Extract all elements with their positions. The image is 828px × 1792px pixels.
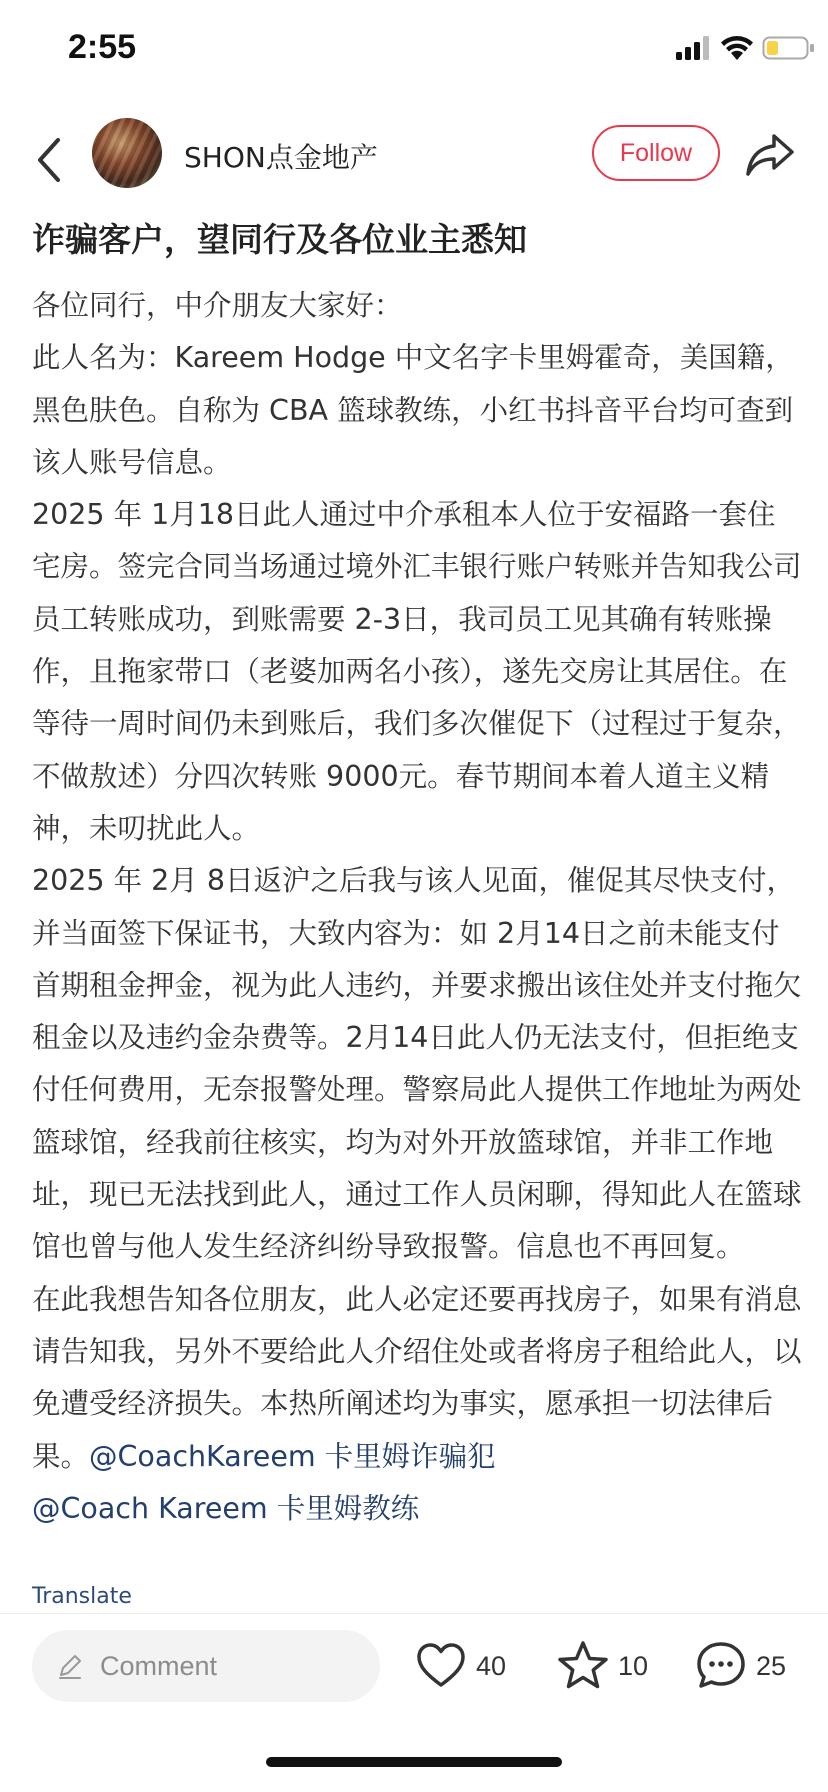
post-header <box>0 110 828 210</box>
signal-icon <box>674 34 714 62</box>
post-title: 诈骗客户，望同行及各位业主悉知 <box>32 220 527 259</box>
follow-button[interactable]: Follow <box>592 125 720 181</box>
share-icon <box>744 128 796 180</box>
bottom-action-bar <box>0 1630 828 1730</box>
mention-link[interactable]: @CoachKareem 卡里姆诈骗犯 <box>89 1439 496 1473</box>
translate-link[interactable]: Translate <box>32 1584 132 1609</box>
author-name[interactable]: SHON点金地产 <box>184 141 378 174</box>
post-body <box>32 280 804 1535</box>
home-indicator[interactable] <box>266 1757 562 1767</box>
author-avatar[interactable] <box>92 118 162 188</box>
star-icon <box>556 1639 610 1693</box>
post-paragraph: 各位同行，中介朋友大家好： <box>32 289 403 322</box>
like-button[interactable] <box>414 1636 506 1696</box>
back-button[interactable] <box>30 130 70 190</box>
heart-icon <box>414 1639 468 1693</box>
comment-input[interactable] <box>32 1630 380 1702</box>
chat-bubble-icon <box>694 1639 748 1693</box>
favorite-button[interactable] <box>556 1636 648 1696</box>
battery-icon <box>762 34 816 62</box>
like-count: 40 <box>476 1650 507 1681</box>
pen-icon <box>56 1652 84 1680</box>
comment-count: 25 <box>756 1650 787 1681</box>
back-arrow-icon <box>30 130 70 190</box>
status-time: 2:55 <box>68 28 137 66</box>
favorite-count: 10 <box>618 1650 649 1681</box>
comments-button[interactable] <box>694 1636 786 1696</box>
post-paragraph: 2025 年 2月 8日返沪之后我与该人见面，催促其尽快支付，并当面签下保证书，大致内容为：如 2月14日之前未能支付首期租金押金，视为此人违约，并要求搬出该住处并支付拖欠租金以及违约金杂费等。2月14日此人仍无法支付，但拒绝支付任何费用，无奈报警处理。警察局此人提供工作地址为两处篮球馆，经我前往核实，均为对外开放篮球馆，并非工作地址，现已无法找到此人，通过工作人员闲聊，得知此人在篮球馆也曾与他人发生经济纠纷导致报警。信息也不再回复。 <box>32 864 802 1264</box>
post-paragraph-closing <box>32 1274 804 1535</box>
comment-placeholder: Comment <box>100 1650 218 1681</box>
post-paragraph: 2025 年 1月18日此人通过中介承租本人位于安福路一套住宅房。签完合同当场通过境外汇丰银行账户转账并告知我公司员工转账成功，到账需要 2-3日，我司员工见其确有转账操作，且拖家带口（老婆加两名小孩），遂先交房让其居住。在等待一周时间仍未到账后，我们多次催促下（过程过于复杂，不做敖述）分四次转账 9000元。春节期间本着人道主义精神，未叨扰此人。 <box>32 498 802 845</box>
mention-link[interactable]: @Coach Kareem 卡里姆教练 <box>32 1491 420 1525</box>
closing-text: 在此我想告知各位朋友，此人必定还要再找房子，如果有消息请告知我，另外不要给此人介绍住处或者将房子租给此人，以免遭受经济损失。本热所阐述均为事实，愿承担一切法律后果。 <box>32 1282 802 1473</box>
wifi-icon <box>720 34 754 62</box>
post-paragraph: 此人名为：Kareem Hodge 中文名字卡里姆霍奇，美国籍，黑色肤色。自称为 CBA 篮球教练，小红书抖音平台均可查到该人账号信息。 <box>32 341 794 479</box>
status-bar <box>0 0 828 100</box>
share-button[interactable] <box>744 128 796 180</box>
divider <box>0 1613 828 1614</box>
